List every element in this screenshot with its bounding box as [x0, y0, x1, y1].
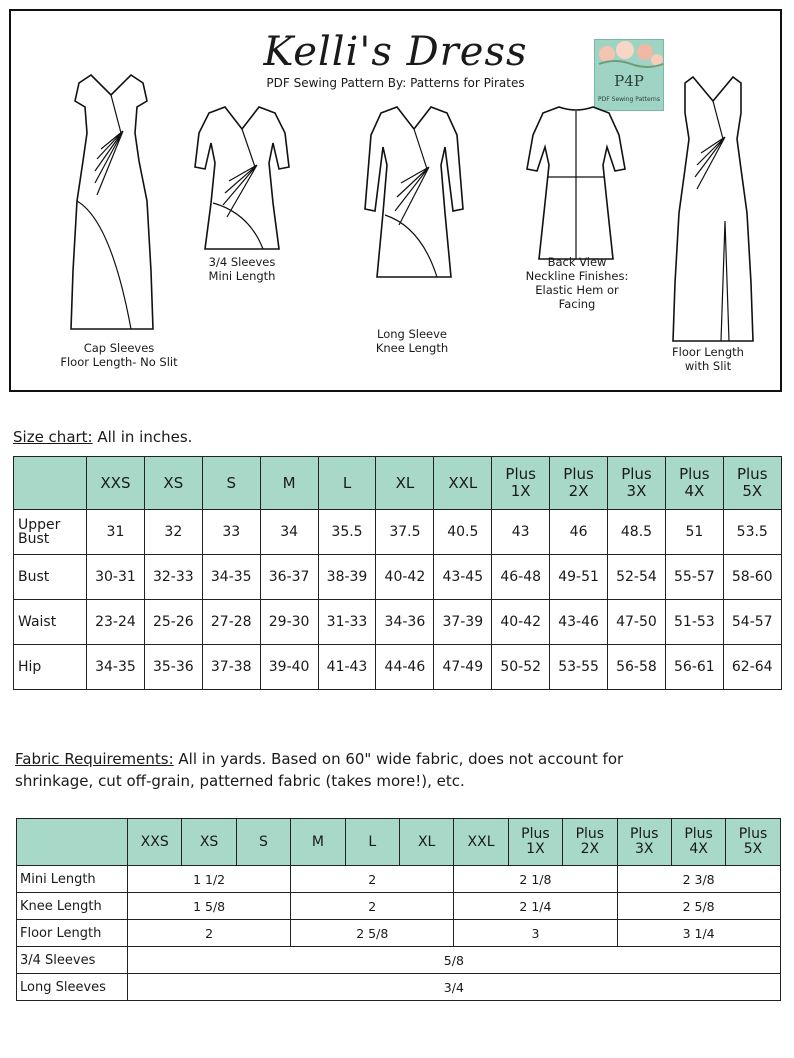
- row-label: Knee Length: [17, 893, 128, 920]
- table-cell: 50-52: [492, 645, 550, 690]
- size-column-header: Plus 1X: [492, 457, 550, 510]
- table-cell: 31-33: [318, 600, 376, 645]
- table-cell: 47-49: [434, 645, 492, 690]
- size-column-header: Plus 4X: [671, 819, 725, 866]
- table-row: [17, 920, 781, 947]
- table-cell: 48.5: [608, 510, 666, 555]
- table-cell: 40-42: [376, 555, 434, 600]
- table-cell: 2: [291, 893, 454, 920]
- size-column-header: M: [291, 819, 345, 866]
- table-cell: 56-61: [665, 645, 723, 690]
- table-cell: 43: [492, 510, 550, 555]
- table-cell: 31: [87, 510, 145, 555]
- page-title: Kelli's Dress: [263, 29, 528, 75]
- size-chart-table: [13, 456, 782, 690]
- table-row: [17, 974, 781, 1001]
- table-cell: 49-51: [550, 555, 608, 600]
- row-label: Waist: [14, 600, 87, 645]
- table-cell: 32-33: [144, 555, 202, 600]
- size-column-header: Plus 3X: [617, 819, 671, 866]
- table-cell: 51-53: [665, 600, 723, 645]
- size-column-header: L: [345, 819, 399, 866]
- table-cell: 34-35: [202, 555, 260, 600]
- table-cell: 5/8: [128, 947, 781, 974]
- row-label: Mini Length: [17, 866, 128, 893]
- size-column-header: XXS: [87, 457, 145, 510]
- size-column-header: S: [236, 819, 290, 866]
- table-cell: 41-43: [318, 645, 376, 690]
- table-cell: 2: [291, 866, 454, 893]
- size-column-header: Plus 2X: [563, 819, 617, 866]
- caption-cap-sleeves: Cap Sleeves Floor Length- No Slit: [60, 341, 178, 369]
- size-column-header: L: [318, 457, 376, 510]
- dress-sketch-back-view: [521, 103, 631, 263]
- row-label: Hip: [14, 645, 87, 690]
- table-cell: 32: [144, 510, 202, 555]
- table-cell: 44-46: [376, 645, 434, 690]
- table-header-row: [14, 457, 782, 510]
- table-cell: 37.5: [376, 510, 434, 555]
- table-cell: 1 5/8: [128, 893, 291, 920]
- size-column-header: XS: [144, 457, 202, 510]
- table-cell: 56-58: [608, 645, 666, 690]
- table-cell: 52-54: [608, 555, 666, 600]
- table-cell: 54-57: [723, 600, 781, 645]
- caption-long-sleeve: Long Sleeve Knee Length: [375, 327, 449, 355]
- table-cell: 2 1/4: [454, 893, 617, 920]
- table-cell: 40-42: [492, 600, 550, 645]
- table-cell: 2 5/8: [291, 920, 454, 947]
- header-panel: [9, 9, 782, 392]
- table-cell: 43-45: [434, 555, 492, 600]
- table-cell: 38-39: [318, 555, 376, 600]
- size-column-header: XXL: [434, 457, 492, 510]
- table-cell: 34-36: [376, 600, 434, 645]
- table-header-row: [17, 819, 781, 866]
- caption-three-quarter-sleeves: 3/4 Sleeves Mini Length: [208, 255, 276, 283]
- table-cell: 51: [665, 510, 723, 555]
- table-cell: 29-30: [260, 600, 318, 645]
- table-corner-cell: [17, 819, 128, 866]
- row-label: Long Sleeves: [17, 974, 128, 1001]
- table-corner-cell: [14, 457, 87, 510]
- table-cell: 40.5: [434, 510, 492, 555]
- logo-text: P4P: [614, 72, 644, 90]
- fabric-table: [16, 818, 781, 1001]
- row-label: 3/4 Sleeves: [17, 947, 128, 974]
- dress-sketch-long-sleeve: [359, 103, 469, 283]
- size-column-header: Plus 4X: [665, 457, 723, 510]
- table-cell: 53.5: [723, 510, 781, 555]
- size-column-header: Plus 1X: [508, 819, 562, 866]
- table-cell: 33: [202, 510, 260, 555]
- table-cell: 25-26: [144, 600, 202, 645]
- table-cell: 37-38: [202, 645, 260, 690]
- row-label: Upper Bust: [14, 510, 87, 555]
- page-subtitle: PDF Sewing Pattern By: Patterns for Pirates: [266, 76, 525, 90]
- row-label: Bust: [14, 555, 87, 600]
- size-column-header: XL: [376, 457, 434, 510]
- table-row: [14, 555, 782, 600]
- caption-back-view: Back View Neckline Finishes: Elastic Hem or Facing: [525, 255, 629, 311]
- table-row: [14, 600, 782, 645]
- table-row: [17, 947, 781, 974]
- fabric-heading: Fabric Requirements: All in yards. Based on 60" wide fabric, does not account for shrinkage, cut off-grain, patterned fabric (takes more!), etc.: [15, 750, 624, 790]
- brand-logo: [594, 39, 664, 111]
- table-row: [17, 893, 781, 920]
- row-label: Floor Length: [17, 920, 128, 947]
- size-column-header: Plus 2X: [550, 457, 608, 510]
- logo-subtext: PDF Sewing Patterns: [598, 96, 660, 103]
- table-cell: 37-39: [434, 600, 492, 645]
- size-column-header: Plus 3X: [608, 457, 666, 510]
- table-cell: 23-24: [87, 600, 145, 645]
- dress-sketch-cap-sleeve: [61, 71, 161, 333]
- table-cell: 2 3/8: [617, 866, 780, 893]
- table-row: [14, 510, 782, 555]
- table-cell: 39-40: [260, 645, 318, 690]
- table-cell: 34: [260, 510, 318, 555]
- table-cell: 55-57: [665, 555, 723, 600]
- table-cell: 27-28: [202, 600, 260, 645]
- size-column-header: M: [260, 457, 318, 510]
- table-cell: 62-64: [723, 645, 781, 690]
- size-column-header: Plus 5X: [723, 457, 781, 510]
- table-cell: 34-35: [87, 645, 145, 690]
- dress-sketch-three-quarter-sleeve: [189, 103, 295, 253]
- size-column-header: XXS: [128, 819, 182, 866]
- size-column-header: XXL: [454, 819, 508, 866]
- size-column-header: S: [202, 457, 260, 510]
- table-cell: 43-46: [550, 600, 608, 645]
- size-column-header: Plus 5X: [726, 819, 780, 866]
- table-cell: 35-36: [144, 645, 202, 690]
- table-cell: 3: [454, 920, 617, 947]
- caption-slit: Floor Length with Slit: [672, 345, 744, 373]
- table-cell: 3 1/4: [617, 920, 780, 947]
- table-cell: 2 1/8: [454, 866, 617, 893]
- table-cell: 3/4: [128, 974, 781, 1001]
- dress-sketch-slit: [665, 73, 761, 345]
- table-cell: 2: [128, 920, 291, 947]
- table-cell: 53-55: [550, 645, 608, 690]
- table-cell: 36-37: [260, 555, 318, 600]
- table-cell: 58-60: [723, 555, 781, 600]
- size-column-header: XL: [399, 819, 453, 866]
- table-cell: 35.5: [318, 510, 376, 555]
- table-cell: 1 1/2: [128, 866, 291, 893]
- size-column-header: XS: [182, 819, 236, 866]
- table-cell: 46-48: [492, 555, 550, 600]
- table-cell: 47-50: [608, 600, 666, 645]
- table-cell: 2 5/8: [617, 893, 780, 920]
- size-chart-heading: Size chart: All in inches.: [13, 428, 193, 446]
- table-cell: 30-31: [87, 555, 145, 600]
- table-row: [17, 866, 781, 893]
- table-cell: 46: [550, 510, 608, 555]
- flower-icon: [595, 40, 665, 70]
- table-row: [14, 645, 782, 690]
